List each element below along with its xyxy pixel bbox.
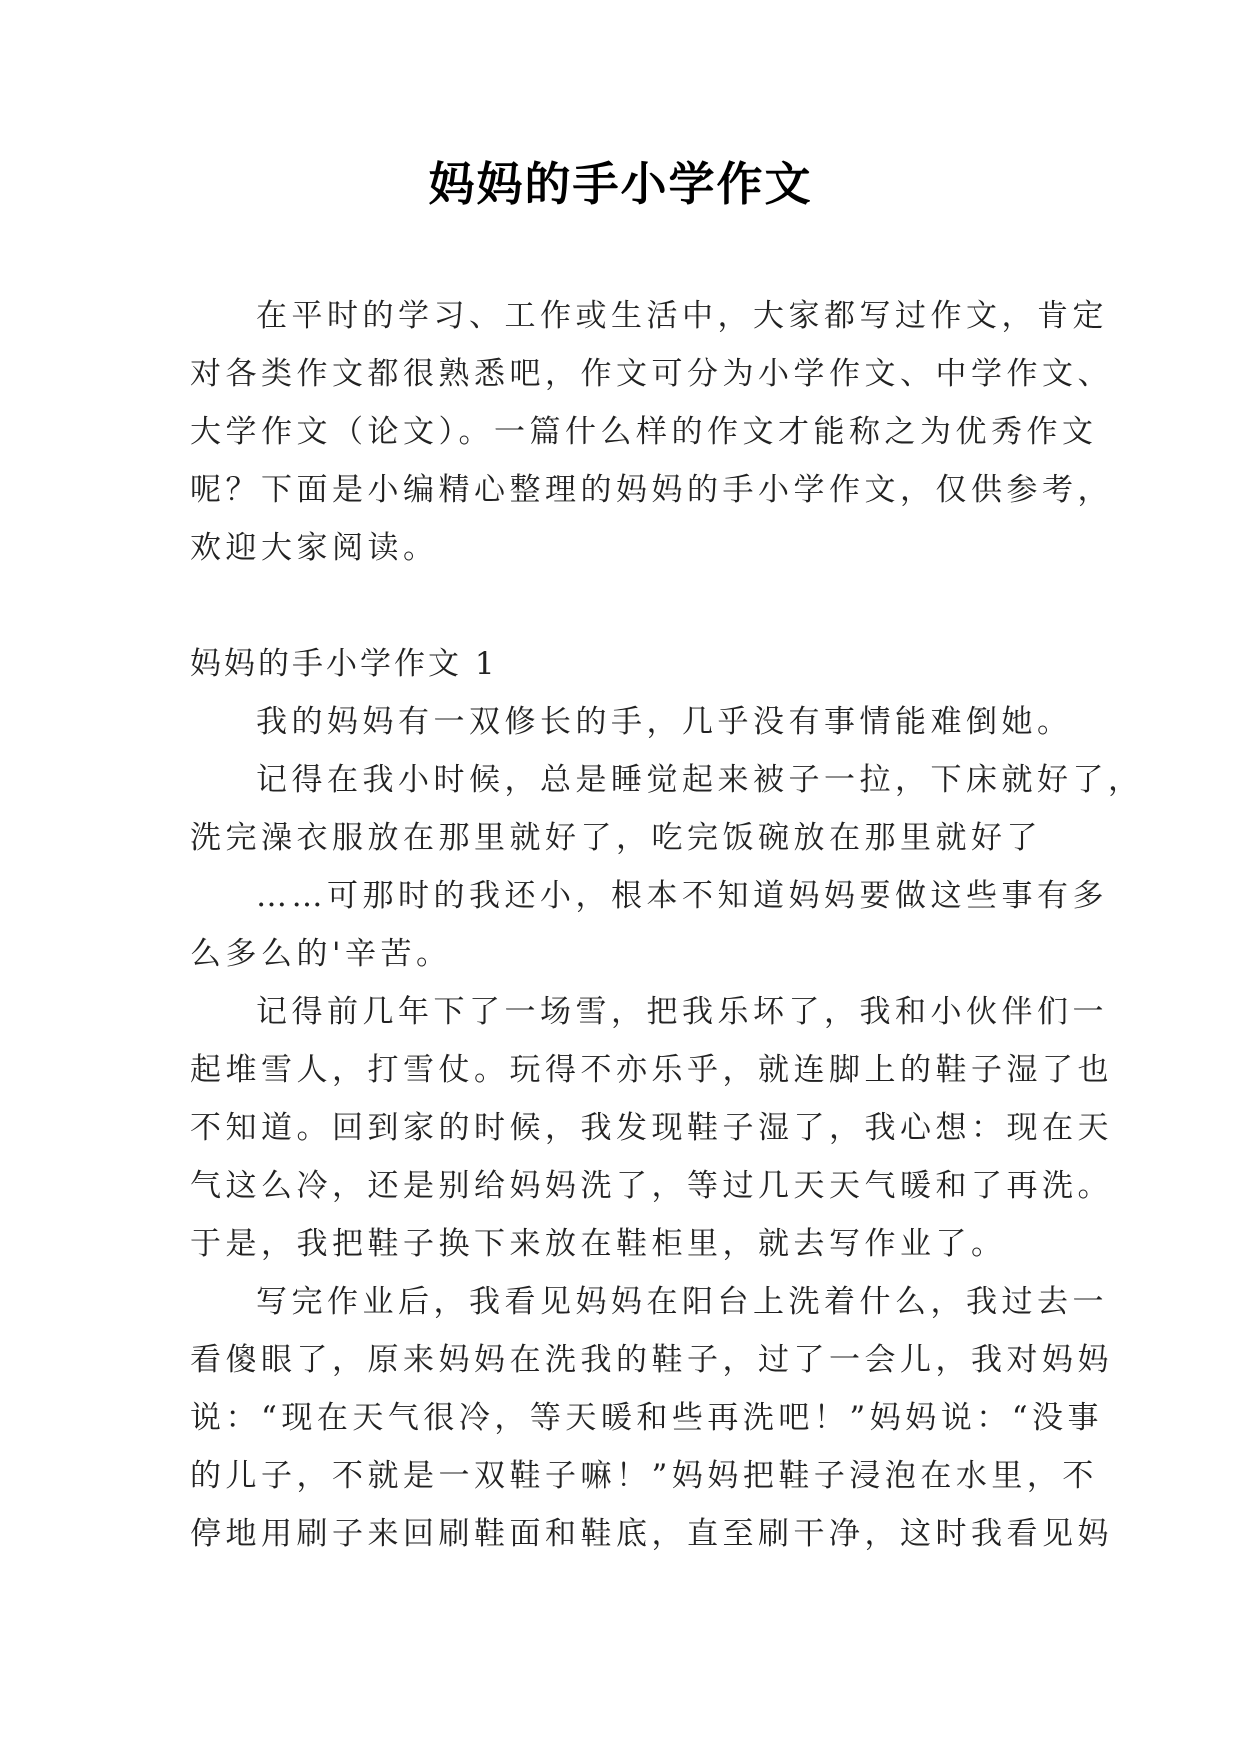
text-line: 大学作文（论文）。一篇什么样的作文才能称之为优秀作文 xyxy=(190,414,1098,450)
text-line: 写完作业后，我看见妈妈在阳台上洗着什么，我过去一 xyxy=(256,1284,1108,1320)
paragraph xyxy=(190,867,1108,983)
text-line: 说：“现在天气很冷，等天暖和些再洗吧！”妈妈说：“没事 xyxy=(190,1400,1104,1436)
text-line: 欢迎大家阅读。 xyxy=(190,530,439,566)
paragraph xyxy=(190,983,1113,1273)
text-line: 对各类作文都很熟悉吧，作文可分为小学作文、中学作文、 xyxy=(190,356,1113,392)
spacer xyxy=(190,577,1060,635)
text-line: 的儿子，不就是一双鞋子嘛！”妈妈把鞋子浸泡在水里，不 xyxy=(190,1458,1098,1494)
text-line: 起堆雪人，打雪仗。玩得不亦乐乎，就连脚上的鞋子湿了也 xyxy=(190,1052,1113,1088)
text-line: 记得前几年下了一场雪，把我乐坏了，我和小伙伴们一 xyxy=(256,994,1108,1030)
intro-paragraph xyxy=(190,287,1113,577)
paragraph xyxy=(190,751,1144,867)
paragraph xyxy=(190,1273,1113,1563)
text-line: 记得在我小时候，总是睡觉起来被子一拉，下床就好了， xyxy=(256,762,1144,798)
text-line: 呢？下面是小编精心整理的妈妈的手小学作文，仅供参考， xyxy=(190,472,1113,508)
text-line: 于是，我把鞋子换下来放在鞋柜里，就去写作业了。 xyxy=(190,1226,1007,1262)
text-line: 我的妈妈有一双修长的手，几乎没有事情能难倒她。 xyxy=(256,704,1073,740)
text-line: 看傻眼了，原来妈妈在洗我的鞋子，过了一会儿，我对妈妈 xyxy=(190,1342,1113,1378)
document-body xyxy=(190,287,1144,1563)
text-line: 不知道。回到家的时候，我发现鞋子湿了，我心想：现在天 xyxy=(190,1110,1113,1146)
text-line: 么多么的'辛苦。 xyxy=(190,936,452,972)
section-heading: 妈妈的手小学作文 1 xyxy=(190,646,498,682)
paragraph xyxy=(190,693,1073,751)
text-line: 停地用刷子来回刷鞋面和鞋底，直至刷干净，这时我看见妈 xyxy=(190,1516,1113,1552)
text-line: ……可那时的我还小，根本不知道妈妈要做这些事有多 xyxy=(256,878,1108,914)
text-line: 气这么冷，还是别给妈妈洗了，等过几天天气暖和了再洗。 xyxy=(190,1168,1113,1204)
text-line: 在平时的学习、工作或生活中，大家都写过作文，肯定 xyxy=(256,298,1108,334)
text-line: 洗完澡衣服放在那里就好了，吃完饭碗放在那里就好了 xyxy=(190,820,1042,856)
document-title: 妈妈的手小学作文 xyxy=(428,157,813,211)
